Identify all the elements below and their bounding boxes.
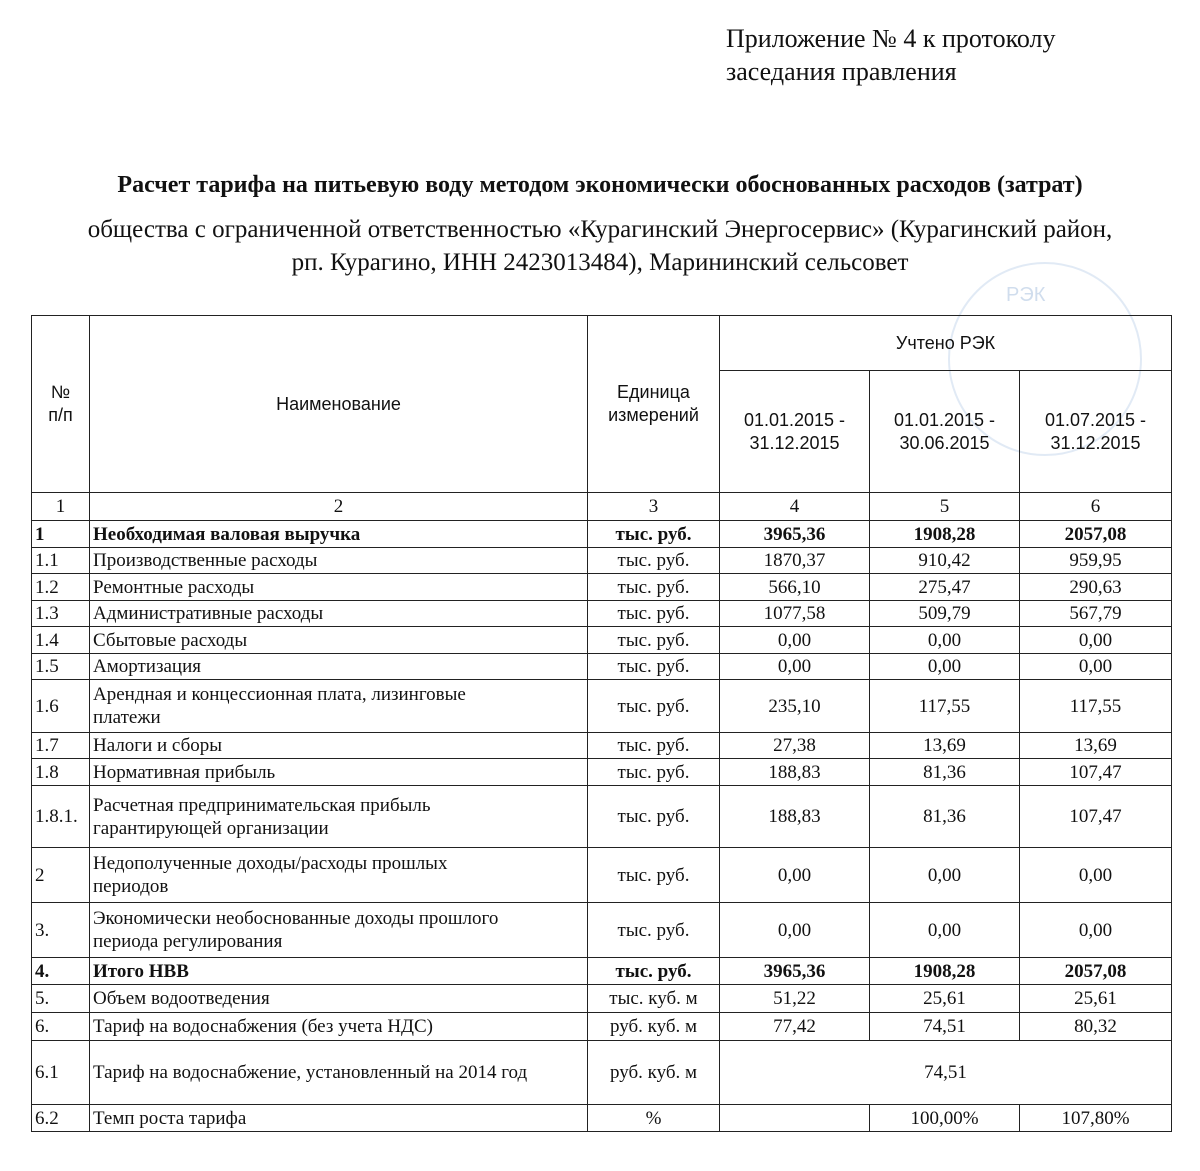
row-value-3: 0,00 — [1020, 903, 1172, 958]
row-value-1: 1077,58 — [720, 601, 870, 627]
row-num: 4. — [32, 958, 90, 985]
row-name: Необходимая валовая выручка — [90, 521, 588, 548]
row-num: 1.6 — [32, 680, 90, 733]
row-num: 1.4 — [32, 627, 90, 654]
document-title: Расчет тарифа на питьевую воду методом экономически обоснованных расходов (затрат) — [117, 172, 1083, 198]
row-unit: тыс. руб. — [588, 759, 720, 786]
table-row — [32, 1041, 1172, 1105]
header-unit-line-2: измерений — [608, 405, 699, 425]
header-period-3-line-1: 01.07.2015 - — [1044, 409, 1147, 430]
row-value-3: 959,95 — [1020, 548, 1172, 574]
row-value-3: 107,80% — [1020, 1105, 1172, 1132]
row-value-1: 77,42 — [720, 1013, 870, 1041]
row-unit: руб. куб. м — [588, 1013, 720, 1041]
row-value-1: 0,00 — [720, 627, 870, 654]
row-value-1: 0,00 — [720, 848, 870, 903]
row-num: 1.7 — [32, 733, 90, 759]
row-value-2: 25,61 — [870, 985, 1020, 1013]
table-row — [32, 521, 1172, 548]
row-num: 3. — [32, 903, 90, 958]
row-value-3: 117,55 — [1020, 680, 1172, 733]
row-value-1 — [720, 1105, 870, 1132]
row-value-1: 27,38 — [720, 733, 870, 759]
row-name-line-1: Экономически необоснованные доходы прошлого — [93, 908, 499, 929]
row-value-3: 25,61 — [1020, 985, 1172, 1013]
table-row — [32, 601, 1172, 627]
table-row — [32, 574, 1172, 601]
table-row — [32, 848, 1172, 903]
header-unit — [588, 316, 720, 493]
row-name: Налоги и сборы — [90, 733, 588, 759]
table-row — [32, 1013, 1172, 1041]
row-unit: тыс. руб. — [588, 848, 720, 903]
row-num: 2 — [32, 848, 90, 903]
row-value-1: 188,83 — [720, 786, 870, 848]
row-unit: руб. куб. м — [588, 1041, 720, 1105]
row-num: 6.1 — [32, 1041, 90, 1105]
row-value-2: 275,47 — [870, 574, 1020, 601]
row-value-2: 0,00 — [870, 848, 1020, 903]
row-name: Амортизация — [90, 654, 588, 680]
row-name: Административные расходы — [90, 601, 588, 627]
row-name — [90, 848, 588, 903]
row-value-2: 81,36 — [870, 786, 1020, 848]
row-unit: тыс. руб. — [588, 958, 720, 985]
stamp-text: РЭК — [1006, 284, 1046, 306]
table-row — [32, 903, 1172, 958]
row-value-1: 3965,36 — [720, 958, 870, 985]
row-unit: тыс. руб. — [588, 903, 720, 958]
appendix-note — [726, 22, 1056, 88]
row-value-2: 0,00 — [870, 627, 1020, 654]
header-period-2 — [870, 371, 1020, 493]
table-row — [32, 627, 1172, 654]
row-name: Итого НВВ — [90, 958, 588, 985]
row-unit: тыс. руб. — [588, 627, 720, 654]
row-value-2: 509,79 — [870, 601, 1020, 627]
document-subtitle — [30, 213, 1170, 279]
row-value-1: 0,00 — [720, 654, 870, 680]
colnum-5: 5 — [870, 493, 1020, 521]
row-value-2: 13,69 — [870, 733, 1020, 759]
row-num: 1.5 — [32, 654, 90, 680]
row-value-2: 81,36 — [870, 759, 1020, 786]
row-name: Нормативная прибыль — [90, 759, 588, 786]
row-value-1: 235,10 — [720, 680, 870, 733]
row-name: Объем водоотведения — [90, 985, 588, 1013]
row-value-1: 51,22 — [720, 985, 870, 1013]
row-value-2: 0,00 — [870, 903, 1020, 958]
row-name: Ремонтные расходы — [90, 574, 588, 601]
row-value-2: 910,42 — [870, 548, 1020, 574]
row-value-1: 0,00 — [720, 903, 870, 958]
table-row — [32, 786, 1172, 848]
subtitle-line-1: общества с ограниченной ответственностью «Курагинский Энергосервис» (Курагинский район, — [87, 216, 1113, 243]
row-value-3: 2057,08 — [1020, 958, 1172, 985]
row-name — [90, 680, 588, 733]
header-num-line-2: п/п — [48, 405, 73, 425]
table-row — [32, 654, 1172, 680]
row-value-3: 107,47 — [1020, 786, 1172, 848]
row-value-2: 74,51 — [870, 1013, 1020, 1041]
row-unit: тыс. руб. — [588, 548, 720, 574]
row-num: 6. — [32, 1013, 90, 1041]
colnum-2: 2 — [90, 493, 588, 521]
header-period-1-line-1: 01.01.2015 - — [743, 409, 846, 430]
row-value-1: 1870,37 — [720, 548, 870, 574]
row-name — [90, 786, 588, 848]
row-value-3: 2057,08 — [1020, 521, 1172, 548]
row-value-2: 117,55 — [870, 680, 1020, 733]
table-row — [32, 985, 1172, 1013]
header-period-3 — [1020, 371, 1172, 493]
row-value-2: 0,00 — [870, 654, 1020, 680]
row-name — [90, 903, 588, 958]
row-name-line-1: Расчетная предпринимательская прибыль — [93, 794, 431, 816]
row-name-line-2: периода регулирования — [93, 931, 283, 952]
row-name-line-2: периодов — [93, 876, 169, 897]
row-num: 5. — [32, 985, 90, 1013]
row-name-line-2: платежи — [93, 707, 161, 728]
row-name: Тариф на водоснабжения (без учета НДС) — [90, 1013, 588, 1041]
row-num: 1.3 — [32, 601, 90, 627]
header-period-3-line-2: 31.12.2015 — [1050, 432, 1141, 453]
row-value-3: 290,63 — [1020, 574, 1172, 601]
row-value-3: 13,69 — [1020, 733, 1172, 759]
table-row — [32, 733, 1172, 759]
header-name: Наименование — [90, 316, 588, 493]
row-value-2: 1908,28 — [870, 521, 1020, 548]
row-unit: тыс. руб. — [588, 521, 720, 548]
appendix-line-2: заседания правления — [726, 57, 957, 86]
row-num: 1.8.1. — [32, 786, 90, 848]
row-value-2: 1908,28 — [870, 958, 1020, 985]
row-value-3: 0,00 — [1020, 848, 1172, 903]
table-row — [32, 958, 1172, 985]
row-unit: тыс. руб. — [588, 654, 720, 680]
row-num: 1.1 — [32, 548, 90, 574]
header-period-1 — [720, 371, 870, 493]
row-value-3: 0,00 — [1020, 654, 1172, 680]
row-num: 1 — [32, 521, 90, 548]
row-value-2: 100,00% — [870, 1105, 1020, 1132]
row-value-1: 566,10 — [720, 574, 870, 601]
colnum-4: 4 — [720, 493, 870, 521]
header-unit-line-1: Единица — [617, 382, 690, 402]
column-number-row — [32, 493, 1172, 521]
row-value-1: 188,83 — [720, 759, 870, 786]
header-num-line-1: № — [50, 382, 71, 402]
tariff-table — [31, 315, 1172, 1132]
row-name-line-1: Арендная и концессионная плата, лизинговые — [93, 684, 466, 705]
colnum-6: 6 — [1020, 493, 1172, 521]
row-unit: тыс. руб. — [588, 786, 720, 848]
table-row — [32, 759, 1172, 786]
row-name: Производственные расходы — [90, 548, 588, 574]
row-unit: тыс. руб. — [588, 601, 720, 627]
table-row — [32, 1105, 1172, 1132]
row-value-3: 107,47 — [1020, 759, 1172, 786]
colnum-1: 1 — [32, 493, 90, 521]
row-value-3: 0,00 — [1020, 627, 1172, 654]
row-value-merged: 74,51 — [720, 1041, 1172, 1105]
header-period-1-line-2: 31.12.2015 — [749, 432, 840, 453]
header-period-2-line-1: 01.01.2015 - — [893, 409, 996, 430]
table-row — [32, 548, 1172, 574]
header-num — [32, 316, 90, 493]
header-period-2-line-2: 30.06.2015 — [899, 432, 990, 453]
row-unit: тыс. руб. — [588, 733, 720, 759]
row-num: 1.8 — [32, 759, 90, 786]
row-num: 1.2 — [32, 574, 90, 601]
colnum-3: 3 — [588, 493, 720, 521]
row-unit: тыс. руб. — [588, 680, 720, 733]
header-group: Учтено РЭК — [720, 316, 1172, 371]
row-name: Тариф на водоснабжение, установленный на 2014 год — [90, 1041, 588, 1105]
row-value-1: 3965,36 — [720, 521, 870, 548]
appendix-line-1: Приложение № 4 к протоколу — [726, 24, 1056, 53]
row-unit: тыс. руб. — [588, 574, 720, 601]
row-name-line-2: гарантирующей организации — [93, 817, 329, 839]
row-value-3: 80,32 — [1020, 1013, 1172, 1041]
row-unit: % — [588, 1105, 720, 1132]
row-value-3: 567,79 — [1020, 601, 1172, 627]
row-name-line-1: Недополученные доходы/расходы прошлых — [93, 853, 448, 874]
row-name: Темп роста тарифа — [90, 1105, 588, 1132]
subtitle-line-2: рп. Курагино, ИНН 2423013484), Марининский сельсовет — [291, 249, 909, 276]
table-row — [32, 680, 1172, 733]
row-unit: тыс. куб. м — [588, 985, 720, 1013]
row-num: 6.2 — [32, 1105, 90, 1132]
row-name: Сбытовые расходы — [90, 627, 588, 654]
header-row-1 — [32, 316, 1172, 371]
